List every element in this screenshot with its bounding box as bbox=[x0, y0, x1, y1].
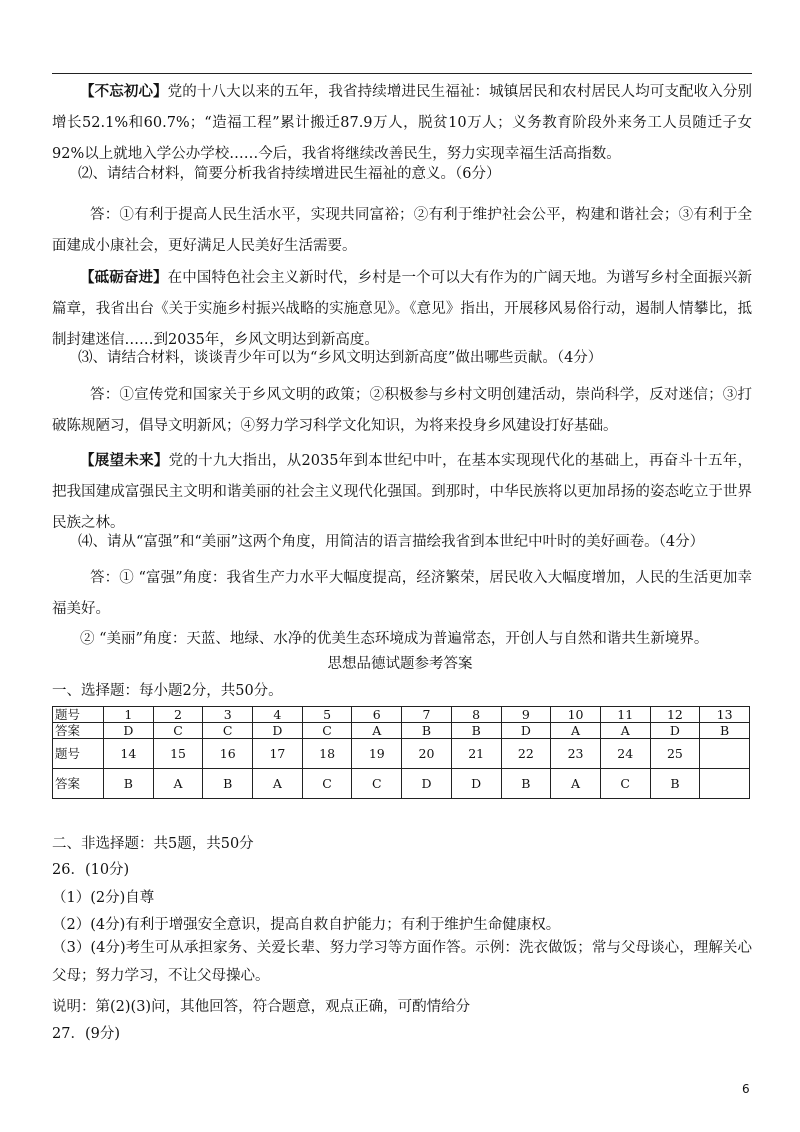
scoring-note: 说明：第(2)(3)问，其他回答，符合题意，观点正确，可酌情给分 bbox=[52, 999, 471, 1015]
table-cell: D bbox=[104, 723, 154, 739]
table-cell: C bbox=[600, 769, 650, 799]
answer-26-2: （2）(4分)有利于增强安全意识，提高自救自护能力；有利于维护生命健康权。 bbox=[52, 917, 561, 933]
material-2-text: 在中国特色社会主义新时代，乡村是一个可以大有作为的广阔天地。为谱写乡村全面振兴新篇章，我省出台《关于实施乡村振兴战略的实施意见》。《意见》指出，开展移风易俗行动，遏制人情攀比，抵制封建迷信……到2035年，乡风文明达到新高度。 bbox=[52, 270, 753, 348]
table-cell: B bbox=[700, 723, 750, 739]
table-cell: 16 bbox=[203, 739, 253, 769]
material-2-tag: 【砥砺奋进】 bbox=[80, 269, 168, 286]
table-label-ans: 答案 bbox=[53, 723, 104, 739]
answer-4-part-2: ② “美丽”角度：天蓝、地绿、水净的优美生态环境成为普遍常态，开创人与自然和谐共生新境界。 bbox=[80, 631, 709, 647]
table-cell: 20 bbox=[402, 739, 452, 769]
table-cell: 6 bbox=[352, 707, 402, 723]
table-cell: B bbox=[402, 723, 452, 739]
table-cell: 22 bbox=[501, 739, 551, 769]
material-3-tag: 【展望未来】 bbox=[80, 452, 169, 469]
table-cell: C bbox=[153, 723, 203, 739]
answer-3: 答：①宣传党和国家关于乡风文明的政策；②积极参与乡村文明创建活动，崇尚科学，反对迷信；③打破陈规陋习，倡导文明新风；④努力学习科学文化知识，为将来投身乡风建设打好基础。 bbox=[52, 387, 752, 434]
table-cell: 5 bbox=[302, 707, 352, 723]
table-cell: 10 bbox=[551, 707, 601, 723]
table-row-answers-2 bbox=[53, 769, 750, 799]
material-1-tag: 【不忘初心】 bbox=[80, 83, 168, 100]
table-cell: C bbox=[302, 723, 352, 739]
table-cell bbox=[700, 769, 750, 799]
page-number: 6 bbox=[742, 1082, 750, 1096]
table-row-numbers-1 bbox=[53, 707, 750, 723]
table-cell: D bbox=[650, 723, 700, 739]
top-rule bbox=[52, 73, 752, 74]
table-cell: 21 bbox=[451, 739, 501, 769]
table-cell: A bbox=[253, 769, 303, 799]
table-cell: D bbox=[501, 723, 551, 739]
table-cell: D bbox=[402, 769, 452, 799]
table-cell: 17 bbox=[253, 739, 303, 769]
answer-table bbox=[52, 706, 750, 799]
material-3 bbox=[52, 445, 752, 539]
table-cell: C bbox=[302, 769, 352, 799]
table-cell: D bbox=[451, 769, 501, 799]
table-cell: B bbox=[104, 769, 154, 799]
answer-key-title: 思想品德试题参考答案 bbox=[327, 656, 473, 672]
question-2: ⑵、请结合材料，简要分析我省持续增进民生福祉的意义。（6分） bbox=[78, 166, 501, 182]
table-cell: 1 bbox=[104, 707, 154, 723]
answer-26-3: （3）(4分)考生可从承担家务、关爱长辈、努力学习等方面作答。示例：洗衣做饭；常与父母谈心，理解关心父母；努力学习，不让父母操心。 bbox=[52, 940, 752, 984]
table-cell: B bbox=[650, 769, 700, 799]
table-label-no: 题号 bbox=[53, 739, 104, 769]
table-cell: 15 bbox=[153, 739, 203, 769]
material-2 bbox=[52, 262, 752, 356]
table-cell: 14 bbox=[104, 739, 154, 769]
table-cell: 23 bbox=[551, 739, 601, 769]
table-cell bbox=[700, 739, 750, 769]
table-cell: 19 bbox=[352, 739, 402, 769]
answer-2: 答：①有利于提高人民生活水平，实现共同富裕；②有利于维护社会公平，构建和谐社会；③有利于全面建成小康社会，更好满足人民美好生活需要。 bbox=[52, 207, 752, 254]
material-1-text: 党的十八大以来的五年，我省持续增进民生福祉：城镇居民和农村居民人均可支配收入分别增长52.1%和60.7%；“造福工程”累计搬迁87.9万人，脱贫10万人；义务教育阶段外来务工人员随迁子女92%以上就地入学公办学校……今后，我省将继续改善民生，努力实现幸福生活高指数。 bbox=[52, 84, 753, 162]
answer-4-part-1: 答：① “富强”角度：我省生产力水平大幅度提高，经济繁荣，居民收入大幅度增加，人民的生活更加幸福美好。 bbox=[52, 570, 752, 617]
table-row-answers-1 bbox=[53, 723, 750, 739]
table-cell: 4 bbox=[253, 707, 303, 723]
table-cell: B bbox=[203, 769, 253, 799]
question-26-heading: 26．(10分) bbox=[52, 862, 130, 878]
section-2-heading: 二、非选择题：共5题，共50分 bbox=[52, 836, 254, 852]
question-4: ⑷、请从“富强”和“美丽”这两个角度，用简洁的语言描绘我省到本世纪中叶时的美好画卷。（4分） bbox=[78, 534, 705, 550]
table-row-numbers-2 bbox=[53, 739, 750, 769]
answer-26-1: （1）(2分)自尊 bbox=[52, 890, 155, 906]
section-1-heading: 一、选择题：每小题2分，共50分。 bbox=[52, 683, 283, 699]
table-cell: 8 bbox=[451, 707, 501, 723]
material-3-text: 党的十九大指出，从2035年到本世纪中叶，在基本实现现代化的基础上，再奋斗十五年，把我国建成富强民主文明和谐美丽的社会主义现代化强国。到那时，中华民族将以更加昂扬的姿态屹立于世界民族之林。 bbox=[52, 453, 752, 531]
question-3: ⑶、请结合材料，谈谈青少年可以为“乡风文明达到新高度”做出哪些贡献。（4分） bbox=[78, 350, 603, 366]
table-cell: 13 bbox=[700, 707, 750, 723]
table-cell: C bbox=[352, 769, 402, 799]
table-cell: B bbox=[451, 723, 501, 739]
table-cell: 18 bbox=[302, 739, 352, 769]
table-cell: B bbox=[501, 769, 551, 799]
table-label-ans: 答案 bbox=[53, 769, 104, 799]
table-label-no: 题号 bbox=[53, 707, 104, 723]
table-cell: C bbox=[203, 723, 253, 739]
table-cell: 3 bbox=[203, 707, 253, 723]
table-cell: A bbox=[153, 769, 203, 799]
table-cell: A bbox=[551, 723, 601, 739]
table-cell: 24 bbox=[600, 739, 650, 769]
table-cell: D bbox=[253, 723, 303, 739]
table-cell: 7 bbox=[402, 707, 452, 723]
table-cell: 2 bbox=[153, 707, 203, 723]
table-cell: A bbox=[352, 723, 402, 739]
table-cell: 25 bbox=[650, 739, 700, 769]
table-cell: 9 bbox=[501, 707, 551, 723]
question-27-heading: 27．(9分) bbox=[52, 1026, 120, 1042]
material-1 bbox=[52, 76, 752, 170]
table-cell: 12 bbox=[650, 707, 700, 723]
table-cell: A bbox=[600, 723, 650, 739]
table-cell: 11 bbox=[600, 707, 650, 723]
table-cell: A bbox=[551, 769, 601, 799]
